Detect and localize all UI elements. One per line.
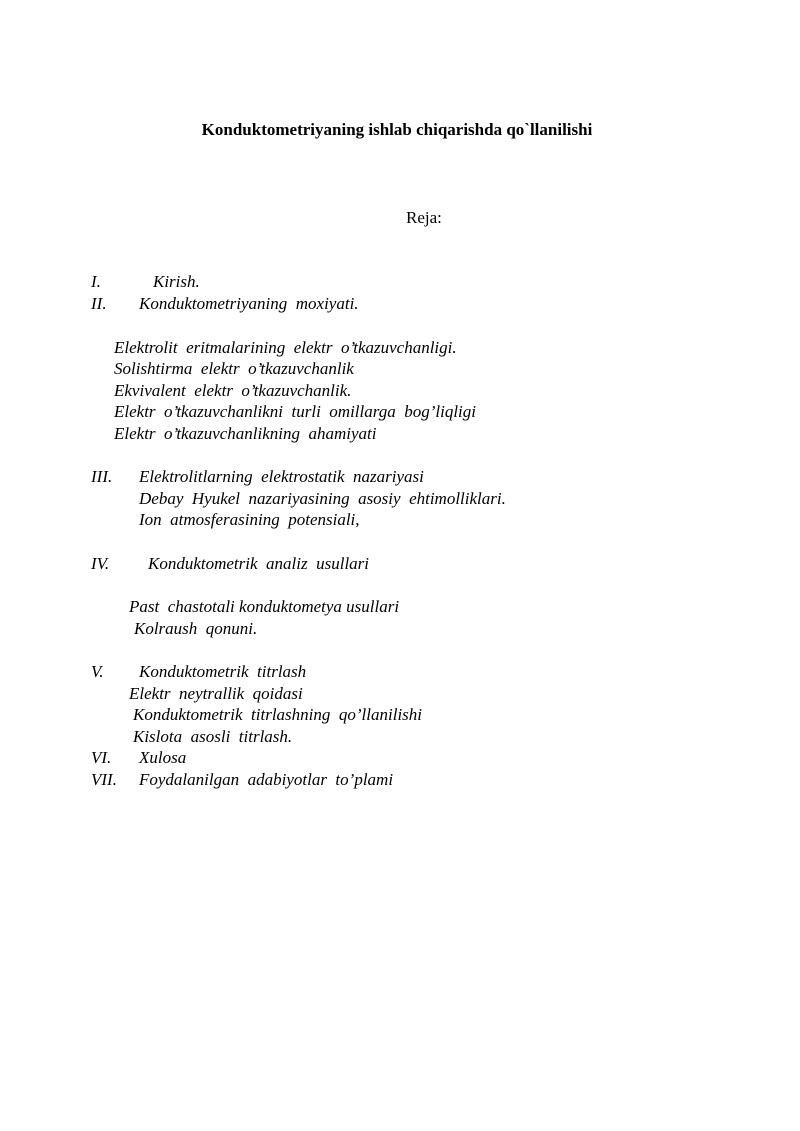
subitem-5-3: Kislota asosli titrlash. (133, 727, 293, 746)
subitem-2-5: Elektr o’tkazuvchanlikning ahamiyati (114, 424, 377, 443)
section-title-1: Kirish. (153, 272, 200, 291)
subitem-2-1: Elektrolit eritmalarining elektr o’tkazuvchanligi. (114, 338, 457, 357)
section-number-6: VI. (91, 748, 112, 767)
plan-heading: Reja: (406, 208, 442, 227)
section-title-6: Xulosa (139, 748, 187, 767)
section-title-7: Foydalanilgan adabiyotlar to’plami (139, 770, 394, 789)
section-title-4: Konduktometrik analiz usullari (148, 554, 369, 573)
section-number-5: V. (91, 662, 104, 681)
section-number-2: II. (91, 294, 107, 313)
section-number-4: IV. (91, 554, 110, 573)
subitem-2-3: Ekvivalent elektr o’tkazuvchanlik. (114, 381, 352, 400)
subitem-4-1: Past chastotali konduktometya usullari (129, 597, 400, 616)
section-number-7: VII. (91, 770, 117, 789)
document-title: Konduktometriyaning ishlab chiqarishda qo`llanilishi (201, 120, 593, 139)
section-title-2: Konduktometriyaning moxiyati. (139, 294, 359, 313)
subitem-4-2: Kolraush qonuni. (134, 619, 258, 638)
section-title-5: Konduktometrik titrlash (139, 662, 307, 681)
subitem-5-2: Konduktometrik titrlashning qo’llanilishi (133, 705, 422, 724)
subitem-5-1: Elektr neytrallik qoidasi (129, 684, 303, 703)
subitem-3-1: Debay Hyukel nazariyasining asosiy ehtimolliklari. (139, 489, 506, 508)
subitem-3-2: Ion atmosferasining potensiali, (139, 510, 360, 529)
subitem-2-2: Solishtirma elektr o’tkazuvchanlik (114, 359, 354, 378)
section-number-1: I. (91, 272, 101, 291)
section-number-3: III. (91, 467, 113, 486)
section-title-3: Elektrolitlarning elektrostatik nazariyasi (139, 467, 424, 486)
subitem-2-4: Elektr o’tkazuvchanlikni turli omillarga bog’liqligi (114, 402, 476, 421)
